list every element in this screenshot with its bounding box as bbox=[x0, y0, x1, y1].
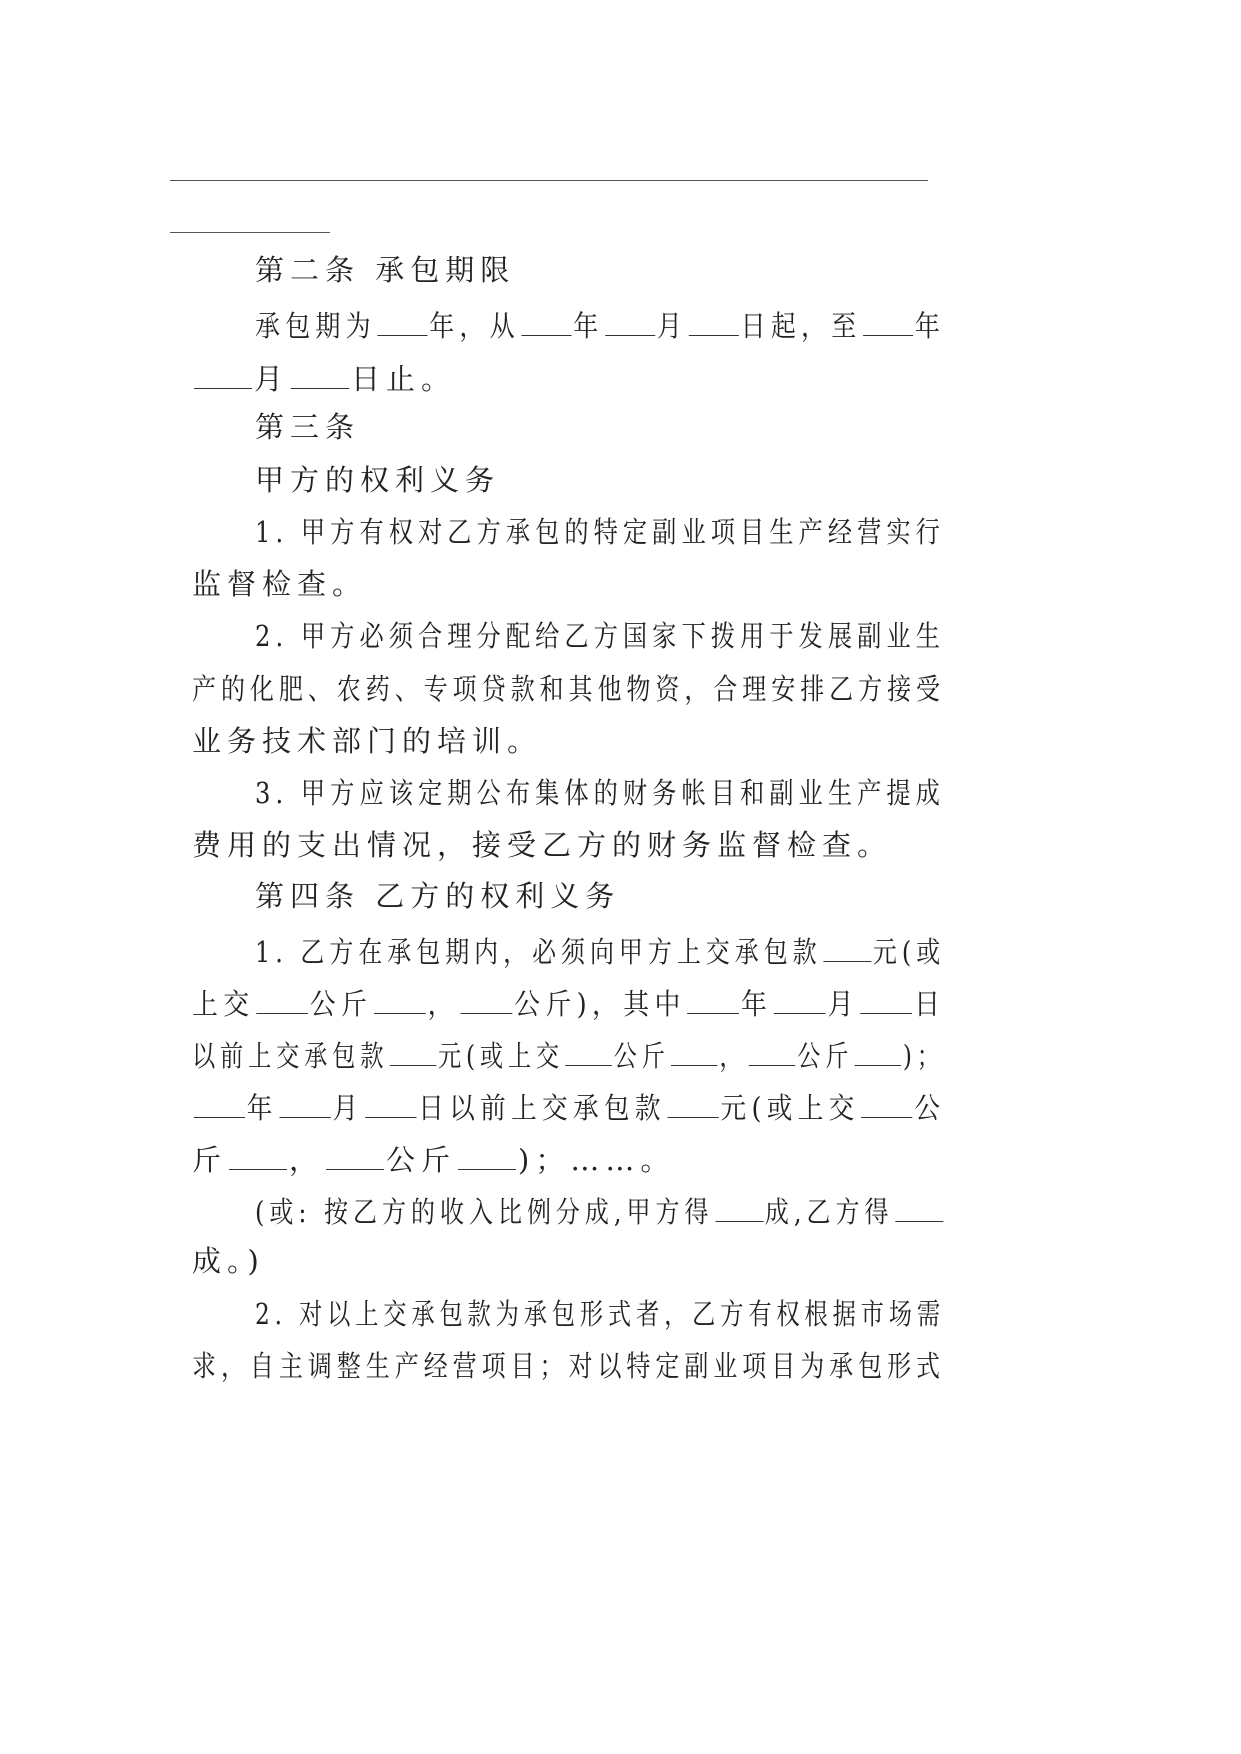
article-3-heading: 第三条 bbox=[255, 410, 361, 444]
paragraph-line: 承包期为 年，从 年 月 日起，至 年 bbox=[255, 309, 946, 343]
paragraph-line: 1. 甲方有权对乙方承包的特定副业项目生产经营实行 bbox=[255, 515, 945, 549]
paragraph-line: 监督检查。 bbox=[192, 567, 368, 601]
paragraph-line: 费用的支出情况，接受乙方的财务监督检查。 bbox=[192, 828, 893, 862]
paragraph-line: 上交 公斤 ， 公斤)，其中 年 月 日 bbox=[192, 987, 946, 1021]
paragraph-line: 产的化肥、农药、专项贷款和其他物资，合理安排乙方接受 bbox=[192, 672, 946, 706]
blank-rule bbox=[170, 180, 928, 181]
paragraph-line: 成。) bbox=[192, 1244, 265, 1278]
paragraph-line: 年 月 日以前上交承包款 元(或上交 公 bbox=[192, 1091, 945, 1123]
paragraph-line: 求，自主调整生产经营项目；对以特定副业项目为承包形式 bbox=[192, 1349, 946, 1383]
paragraph-line: 2. 甲方必须合理分配给乙方国家下拨用于发展副业生 bbox=[255, 619, 945, 653]
section-heading: 甲方的权利义务 bbox=[255, 463, 501, 497]
article-2-heading: 第二条 承包期限 bbox=[255, 253, 516, 287]
paragraph-line: 2. 对以上交承包款为承包形式者，乙方有权根据市场需 bbox=[255, 1297, 945, 1331]
paragraph-line: 月 日止。 bbox=[192, 362, 456, 394]
paragraph-line: (或: 按乙方的收入比例分成,甲方得 成,乙方得 bbox=[255, 1195, 945, 1227]
paragraph-line: 业务技术部门的培训。 bbox=[192, 724, 543, 758]
paragraph-line: 以前上交承包款 元(或上交 公斤 ， 公斤 )； bbox=[192, 1039, 945, 1073]
blank-rule bbox=[170, 232, 330, 233]
paragraph-line: 斤 ， 公斤 )；……。 bbox=[192, 1143, 676, 1177]
article-4-heading: 第四条 乙方的权利义务 bbox=[255, 879, 621, 913]
paragraph-line: 3. 甲方应该定期公布集体的财务帐目和副业生产提成 bbox=[255, 776, 945, 810]
paragraph-line: 1. 乙方在承包期内，必须向甲方上交承包款 元(或 bbox=[255, 935, 946, 969]
